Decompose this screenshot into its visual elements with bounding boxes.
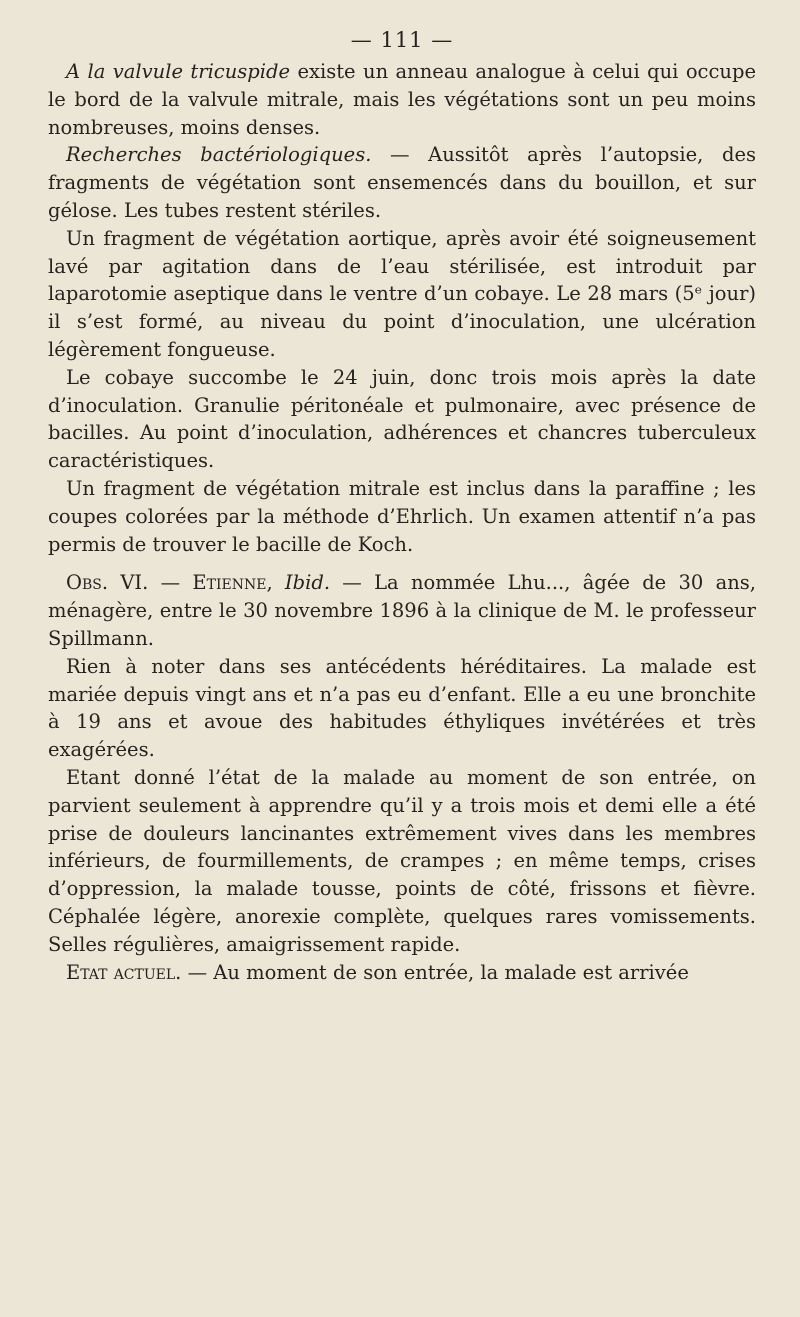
paragraph-text: Rien à noter dans ses antécédents héréditaires. La malade est mariée depuis vingt ans et n’a pas eu d’enfant. Elle a eu une bronchite à 19 ans et avoue des habitudes éthyliques invétérées et très exagérées. — [48, 654, 756, 762]
paragraph-text: — La nommée Lhu..., âgée de 30 ans, ménagère, entre le 30 novembre 1896 à la clinique de M. le professeur Spillmann. — [48, 571, 756, 650]
paragraph-mitrale — [48, 475, 756, 558]
section-heading: Etat actuel. — [66, 960, 182, 984]
paragraph-text: existe un anneau analogue à celui qui occupe le bord de la valvule mitrale, mais les végétations sont un peu moins nombreuses, moins denses. — [48, 60, 756, 139]
paragraph-antecedents — [48, 653, 756, 764]
paragraph-recherches — [48, 141, 756, 224]
paragraph-cobaye — [48, 364, 756, 475]
observation-author: Etienne — [192, 571, 267, 595]
paragraph-etat — [48, 764, 756, 959]
paragraph-text: Un fragment de végétation mitrale est inclus dans la paraffine ; les coupes colorées par la méthode d’Ehrlich. Un examen attentif n’a pas permis de trouver le bacille de Koch. — [48, 476, 756, 556]
observation-comma: , — [266, 571, 285, 595]
paragraph-tricuspide — [48, 58, 756, 141]
paragraph-observation — [48, 569, 756, 652]
paragraph-aortique — [48, 225, 756, 364]
paragraph-text: Un fragment de végétation aortique, après avoir été soigneusement lavé par agitation dans de l’eau stérilisée, est introduit par laparotomie aseptique dans le ventre d’un cobaye. Le 28 mars (5ᵉ jour) il s’est formé, au niveau du point d’inoculation, une ulcération légèrement fongueuse. — [48, 226, 756, 361]
observation-reference: Ibid. — [284, 571, 331, 595]
book-page — [48, 28, 756, 1288]
paragraph-text: — Aussitôt après l’autopsie, des fragments de végétation sont ensemencés dans du bouillon, et sur gélose. Les tubes restent stériles. — [48, 143, 756, 222]
paragraph-text: Etant donné l’état de la malade au moment de son entrée, on parvient seulement à apprendre qu’il y a trois mois et demi elle a été prise de douleurs lancinantes extrêmement vives dans les membres inférieurs, de fourmillements, de crampes ; en même temps, crises d’oppression, la malade tousse, points de côté, frissons et fièvre. Céphalée légère, anorexie complète, quelques rares vomissements. Selles régulières, amaigrissement rapide. — [48, 765, 756, 956]
observation-separator: — — [148, 571, 193, 595]
page-number: — 111 — — [350, 28, 454, 52]
paragraph-text: Le cobaye succombe le 24 juin, donc trois mois après la date d’inoculation. Granulie péritonéale et pulmonaire, avec présence de bacilles. Au point d’inoculation, adhérences et chancres tuberculeux caractéristiques. — [48, 365, 756, 473]
paragraph-text: — Au moment de son entrée, la malade est arrivée — [181, 960, 689, 984]
paragraph-etat-actuel — [48, 959, 756, 987]
section-heading: Recherches bactériologiques. — [66, 143, 372, 167]
lead-phrase: A la valvule tricuspide — [66, 60, 291, 83]
text-body — [48, 58, 756, 986]
observation-label: Obs. VI. — [66, 571, 149, 595]
